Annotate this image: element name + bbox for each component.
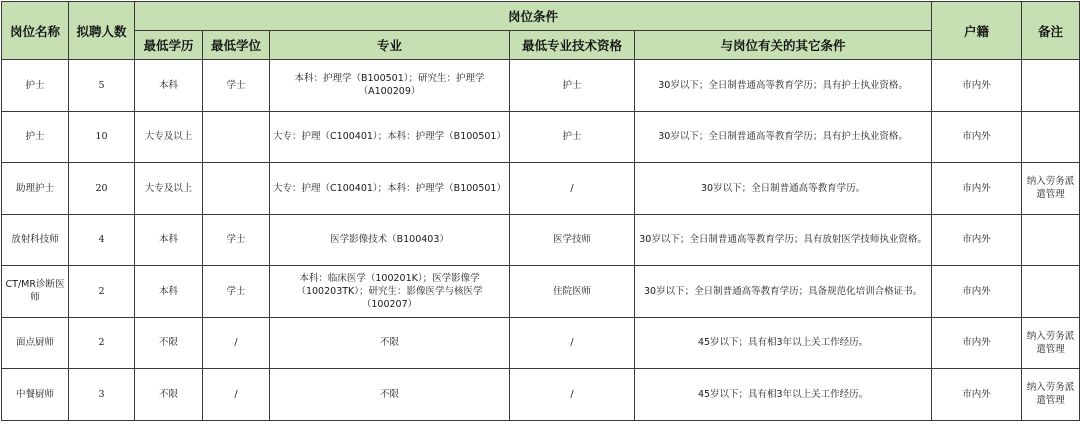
cell-other-conditions: 30岁以下；全日制普通高等教育学历；具备规范化培训合格证书。 bbox=[635, 266, 932, 318]
cell-major: 本科：护理学（B100501）；研究生：护理学（A100209） bbox=[270, 60, 510, 112]
header-position-name: 岗位名称 bbox=[2, 2, 69, 60]
cell-position-name: 护士 bbox=[2, 60, 69, 112]
cell-education: 本科 bbox=[135, 60, 203, 112]
cell-other-conditions: 45岁以下；具有相3年以上关工作经历。 bbox=[635, 317, 932, 369]
header-row-sub bbox=[2, 31, 1080, 60]
cell-qualification: 医学技师 bbox=[510, 214, 635, 266]
header-conditions: 岗位条件 bbox=[135, 2, 932, 31]
table-row bbox=[2, 60, 1080, 112]
cell-hukou: 市内外 bbox=[932, 111, 1022, 163]
cell-remark: 纳入劳务派遣管理 bbox=[1022, 317, 1080, 369]
table-row bbox=[2, 317, 1080, 369]
cell-remark: 纳入劳务派遣管理 bbox=[1022, 163, 1080, 215]
cell-education: 不限 bbox=[135, 317, 203, 369]
cell-major: 本科：临床医学（100201K）；医学影像学（100203TK）；研究生：影像医学与核医学（100207） bbox=[270, 266, 510, 318]
cell-remark bbox=[1022, 60, 1080, 112]
cell-hukou: 市内外 bbox=[932, 60, 1022, 112]
cell-hukou: 市内外 bbox=[932, 317, 1022, 369]
recruitment-table bbox=[1, 1, 1080, 421]
cell-other-conditions: 30岁以下；全日制普通高等教育学历。 bbox=[635, 163, 932, 215]
cell-major: 大专：护理（C100401）；本科：护理学（B100501） bbox=[270, 111, 510, 163]
header-remarks: 备注 bbox=[1022, 2, 1080, 60]
header-row-top bbox=[2, 2, 1080, 31]
cell-degree bbox=[203, 163, 270, 215]
table-row bbox=[2, 111, 1080, 163]
cell-position-name: CT/MR诊断医师 bbox=[2, 266, 69, 318]
cell-position-name: 面点厨师 bbox=[2, 317, 69, 369]
header-major: 专业 bbox=[270, 31, 510, 60]
header-other-conditions: 与岗位有关的其它条件 bbox=[635, 31, 932, 60]
cell-major: 医学影像技术（B100403） bbox=[270, 214, 510, 266]
cell-degree: 学士 bbox=[203, 214, 270, 266]
cell-other-conditions: 30岁以下；全日制普通高等教育学历；具有放射医学技师执业资格。 bbox=[635, 214, 932, 266]
header-min-education: 最低学历 bbox=[135, 31, 203, 60]
cell-qualification: 护士 bbox=[510, 111, 635, 163]
cell-position-name: 助理护士 bbox=[2, 163, 69, 215]
cell-headcount: 3 bbox=[69, 369, 135, 421]
cell-education: 本科 bbox=[135, 214, 203, 266]
cell-position-name: 护士 bbox=[2, 111, 69, 163]
cell-degree bbox=[203, 111, 270, 163]
cell-headcount: 2 bbox=[69, 317, 135, 369]
cell-degree: 学士 bbox=[203, 60, 270, 112]
cell-headcount: 5 bbox=[69, 60, 135, 112]
cell-hukou: 市内外 bbox=[932, 163, 1022, 215]
cell-education: 本科 bbox=[135, 266, 203, 318]
table-row bbox=[2, 266, 1080, 318]
cell-degree: / bbox=[203, 369, 270, 421]
cell-major: 不限 bbox=[270, 369, 510, 421]
cell-qualification: / bbox=[510, 317, 635, 369]
cell-qualification: / bbox=[510, 163, 635, 215]
header-hukou: 户籍 bbox=[932, 2, 1022, 60]
cell-qualification: 护士 bbox=[510, 60, 635, 112]
table-row bbox=[2, 214, 1080, 266]
cell-qualification: 住院医师 bbox=[510, 266, 635, 318]
cell-headcount: 10 bbox=[69, 111, 135, 163]
cell-education: 大专及以上 bbox=[135, 111, 203, 163]
cell-headcount: 4 bbox=[69, 214, 135, 266]
cell-remark bbox=[1022, 266, 1080, 318]
header-headcount: 拟聘人数 bbox=[69, 2, 135, 60]
cell-remark bbox=[1022, 111, 1080, 163]
cell-headcount: 20 bbox=[69, 163, 135, 215]
cell-remark bbox=[1022, 214, 1080, 266]
cell-remark: 纳入劳务派遣管理 bbox=[1022, 369, 1080, 421]
cell-position-name: 放射科技师 bbox=[2, 214, 69, 266]
table-row bbox=[2, 369, 1080, 421]
cell-hukou: 市内外 bbox=[932, 369, 1022, 421]
cell-other-conditions: 30岁以下；全日制普通高等教育学历；具有护士执业资格。 bbox=[635, 60, 932, 112]
cell-degree: / bbox=[203, 317, 270, 369]
cell-position-name: 中餐厨师 bbox=[2, 369, 69, 421]
cell-hukou: 市内外 bbox=[932, 214, 1022, 266]
cell-degree: 学士 bbox=[203, 266, 270, 318]
header-min-tech-qualification: 最低专业技术资格 bbox=[510, 31, 635, 60]
cell-other-conditions: 30岁以下；全日制普通高等教育学历；具有护士执业资格。 bbox=[635, 111, 932, 163]
cell-education: 不限 bbox=[135, 369, 203, 421]
cell-headcount: 2 bbox=[69, 266, 135, 318]
table-row bbox=[2, 163, 1080, 215]
cell-major: 不限 bbox=[270, 317, 510, 369]
cell-major: 大专：护理（C100401）；本科：护理学（B100501） bbox=[270, 163, 510, 215]
cell-other-conditions: 45岁以下；具有相3年以上关工作经历。 bbox=[635, 369, 932, 421]
cell-hukou: 市内外 bbox=[932, 266, 1022, 318]
cell-qualification: / bbox=[510, 369, 635, 421]
header-min-degree: 最低学位 bbox=[203, 31, 270, 60]
cell-education: 大专及以上 bbox=[135, 163, 203, 215]
